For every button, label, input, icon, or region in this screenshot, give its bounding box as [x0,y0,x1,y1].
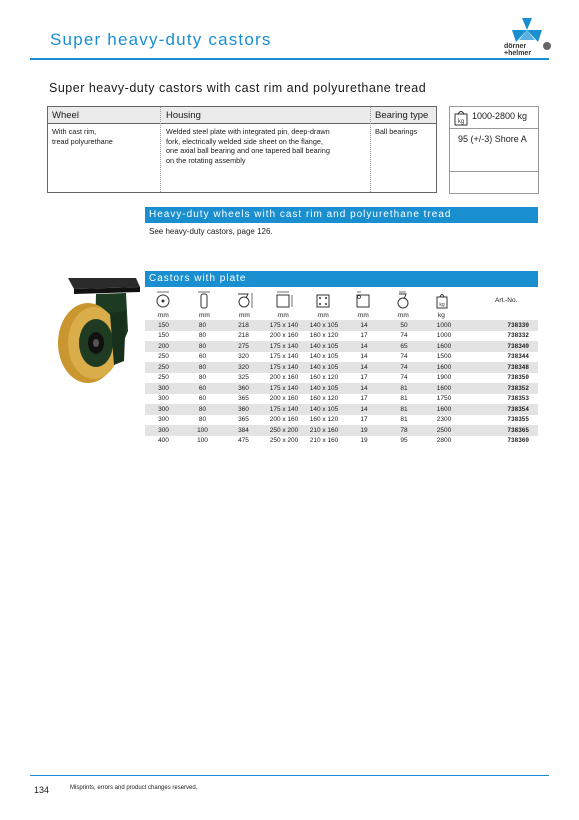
art-no-cell: 738353 [507,395,529,403]
table-cell: 218 [238,332,249,340]
unit-label: kg [438,312,445,319]
table-cell: 65 [384,341,424,352]
table-cell: 60 [198,353,207,361]
table-cell: 1900 [436,374,452,382]
spec-table [47,106,437,193]
table-cell: 160 x 120 [309,395,339,403]
table-cell: 14 [344,341,384,352]
table-cell: 14 [344,320,384,331]
table-cell: 1750 [436,395,452,403]
load-range-row [450,107,538,129]
table-cell: 14 [344,404,384,415]
table-row [145,436,538,447]
table-cell: 80 [182,362,223,373]
table-cell: 140 x 105 [304,404,344,415]
table-cell: 200 [145,341,182,352]
logo-text [504,43,531,57]
table-cell: 384 [223,425,264,436]
spec-wheel-line: With cast rim, [52,127,97,136]
table-cell: 140 x 105 [309,353,339,361]
table-cell: 1600 [424,383,464,394]
table-cell: 175 x 140 [269,353,299,361]
page-title: Super heavy-duty castors [50,30,272,49]
logo-line1: dörner [504,43,527,50]
table-cell: 175 x 140 [264,320,304,331]
table-cell: 400 [158,437,169,445]
castors-section-bar: Castors with plate [145,271,538,287]
art-no-cell: 738348 [464,362,538,373]
spec-housing-line: fork, electrically welded side sheet on the flange, [166,136,323,146]
spec-wheel-line: tread polyurethane [52,136,113,146]
unit-label: mm [199,312,210,319]
unit-label: mm [278,312,289,319]
plate-size-icon [277,292,292,307]
art-no-cell: 738360 [507,437,529,445]
wheel-width-icon [198,292,210,308]
table-cell: 360 [223,404,264,415]
table-cell: 175 x 140 [264,383,304,394]
art-no-cell: 738350 [507,374,529,382]
table-cell: 320 [238,353,249,361]
table-cell: 140 x 105 [304,320,344,331]
bolt-hole-icon [357,292,369,307]
see-reference: See heavy-duty castors, page 126. [149,227,273,236]
table-cell: 2300 [436,416,452,424]
castor-image [48,273,143,388]
table-cell: 140 x 105 [304,383,344,394]
table-cell: 218 [223,320,264,331]
table-cell: 250 x 200 [269,437,299,445]
table-cell: 19 [360,437,368,445]
art-no-cell: 738330 [464,320,538,331]
table-cell: 250 x 200 [264,425,304,436]
table-cell: 1000 [436,332,452,340]
table-icon-row [145,289,465,311]
svg-text:kg: kg [457,119,465,125]
table-cell: 200 x 160 [269,395,299,403]
table-cell: 300 [158,416,169,424]
svg-text:kg: kg [439,302,445,308]
table-cell: 14 [360,353,368,361]
section-subtitle: Super heavy-duty castors with cast rim and polyurethane tread [49,81,427,95]
table-cell: 2800 [436,437,452,445]
table-cell: 150 [145,320,182,331]
table-cell: 250 [145,362,182,373]
table-cell: 78 [384,425,424,436]
spec-housing-line: on the rotating assembly [166,155,246,165]
table-cell: 200 x 160 [269,374,299,382]
table-cell: 150 [158,332,169,340]
art-no-cell: 738355 [507,416,529,424]
load-capacity-icon [437,295,447,309]
table-row [145,320,538,331]
table-cell: 210 x 160 [304,425,344,436]
table-cell: 325 [238,374,249,382]
table-cell: 175 x 140 [264,341,304,352]
column-divider [160,107,161,192]
unit-label: mm [239,312,250,319]
table-cell: 300 [145,425,182,436]
table-row [145,394,538,405]
table-cell: 365 [238,395,249,403]
unit-label: mm [158,312,169,319]
table-cell: 300 [145,383,182,394]
table-cell: 17 [360,416,368,424]
table-cell: 80 [198,374,207,382]
unit-label: mm [358,312,369,319]
table-cell: 50 [384,320,424,331]
table-cell: 320 [223,362,264,373]
table-cell: 210 x 160 [309,437,339,445]
table-cell: 80 [182,341,223,352]
table-row [145,331,538,342]
spec-wheel-text [52,127,113,146]
spec-housing-line: Welded steel plate with integrated pin, deep-drawn [166,127,330,136]
table-cell: 275 [223,341,264,352]
table-cell: 175 x 140 [264,362,304,373]
table-cell: 250 [158,353,169,361]
castor-data-table [145,320,538,446]
table-cell: 140 x 105 [304,362,344,373]
shore-row [450,129,538,172]
weight-icon [454,109,468,126]
table-cell: 1600 [424,362,464,373]
table-cell: 74 [384,362,424,373]
art-no-cell: 738365 [464,425,538,436]
spec-header-housing: Housing [166,110,201,121]
unit-label: mm [318,312,329,319]
table-cell: 200 x 160 [269,332,299,340]
table-cell: 160 x 120 [309,374,339,382]
art-no-cell: 738344 [507,353,529,361]
table-cell: 140 x 105 [304,341,344,352]
table-cell: 300 [145,404,182,415]
footer-rule [30,775,549,776]
table-row [145,404,538,415]
table-cell: 80 [198,332,207,340]
logo-line2: +helmer [504,50,532,57]
table-cell: 60 [198,395,207,403]
table-row [145,373,538,384]
table-cell: 80 [182,404,223,415]
table-cell: 2500 [424,425,464,436]
table-cell: 250 [158,374,169,382]
table-cell: 360 [223,383,264,394]
offset-icon [398,292,408,308]
spec-header-bearing: Bearing type [375,110,429,121]
load-range: 1000-2800 kg [472,111,528,121]
table-cell: 19 [344,425,384,436]
wheel-diameter-icon [157,292,169,307]
table-cell: 100 [197,437,208,445]
table-cell: 1000 [424,320,464,331]
table-cell: 74 [400,332,408,340]
footer-note: Misprints, errors and product changes reserved. [70,785,198,791]
table-cell: 80 [198,416,207,424]
table-cell: 175 x 140 [264,404,304,415]
table-cell: 160 x 120 [309,416,339,424]
table-row [145,352,538,363]
table-cell: 60 [182,383,223,394]
table-row [145,341,538,352]
table-cell: 1600 [424,341,464,352]
spec-bearing-text: Ball bearings [375,127,418,136]
table-cell: 475 [238,437,249,445]
table-row [145,362,538,373]
table-cell: 1500 [436,353,452,361]
table-cell: 100 [182,425,223,436]
table-cell: 14 [344,383,384,394]
shore-hardness: 95 (+/-3) Shore A [458,134,527,144]
side-info-box [449,106,539,194]
table-cell: 1600 [424,404,464,415]
table-row [145,383,538,394]
page-number: 134 [34,785,50,795]
art-no-cell: 738354 [464,404,538,415]
art-no-cell: 738332 [507,332,529,340]
hole-spacing-icon [317,295,329,307]
table-cell: 81 [400,395,408,403]
spec-header-wheel: Wheel [52,110,79,121]
table-cell: 17 [360,374,368,382]
table-cell: 81 [400,416,408,424]
art-no-header: Art.-No. [495,297,518,304]
table-cell: 81 [384,404,424,415]
title-rule [30,58,549,60]
table-cell: 74 [400,353,408,361]
overall-height-icon [238,293,252,308]
table-cell: 81 [384,383,424,394]
table-cell: 80 [182,320,223,331]
art-no-cell: 738340 [464,341,538,352]
column-divider [370,107,371,192]
wheels-section-bar: Heavy-duty wheels with cast rim and polyurethane tread [145,207,538,223]
spec-housing-text [166,127,330,165]
table-cell: 17 [360,395,368,403]
unit-label: mm [398,312,409,319]
art-no-cell: 738352 [464,383,538,394]
table-cell: 17 [360,332,368,340]
table-cell: 160 x 120 [309,332,339,340]
table-row [145,415,538,426]
table-cell: 300 [158,395,169,403]
table-cell: 95 [400,437,408,445]
table-cell: 74 [400,374,408,382]
table-cell: 200 x 160 [269,416,299,424]
spec-housing-line: one axial ball bearing and one tapered ball bearing [166,146,330,156]
table-cell: 365 [238,416,249,424]
table-cell: 14 [344,362,384,373]
table-row [145,425,538,436]
